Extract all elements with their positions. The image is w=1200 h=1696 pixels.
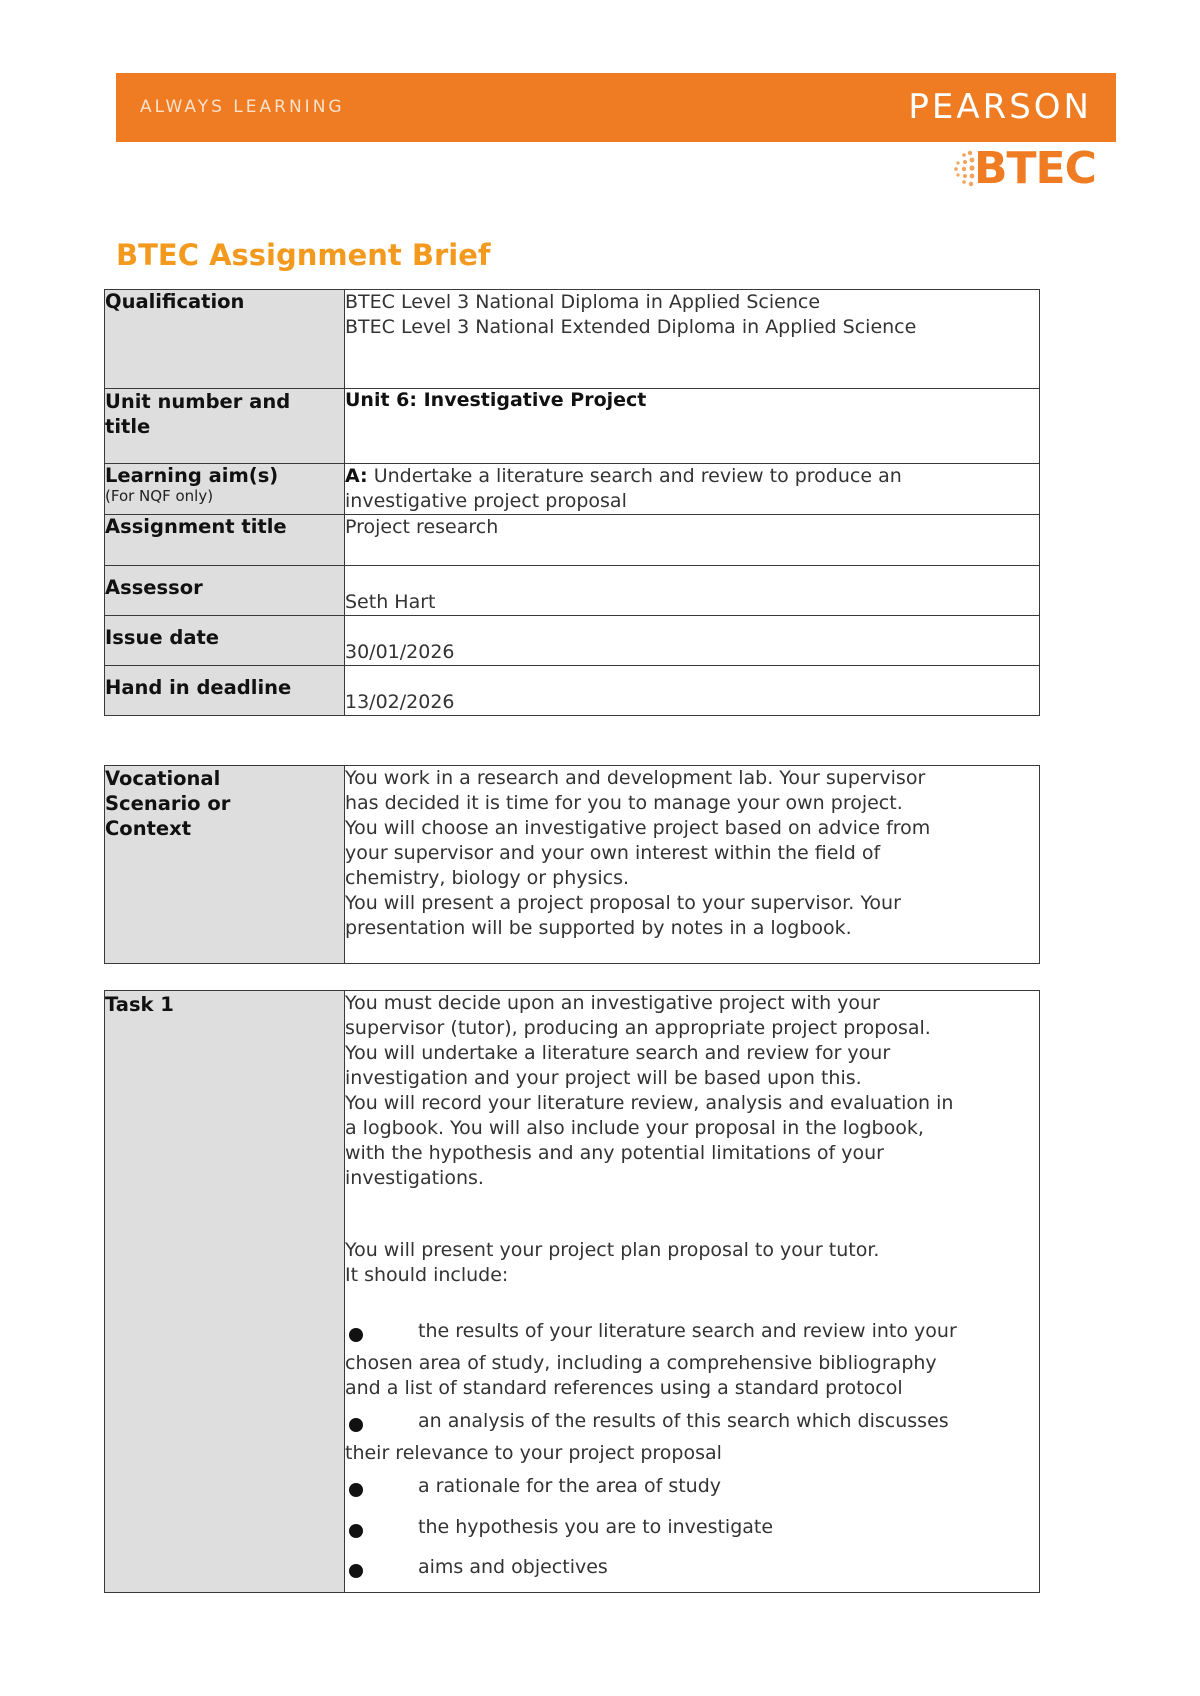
unit-value-cell [345, 389, 1040, 464]
bullet-text: the hypothesis you are to investigate [418, 1516, 774, 1538]
scenario-label-line: Scenario or [105, 792, 231, 815]
task1-bullet-list [345, 1319, 1039, 1580]
brand-logo-text: PEARSON [908, 87, 1092, 127]
task1-row [105, 991, 1040, 1593]
task1-bullet [345, 1474, 1039, 1499]
assignment-title-label: Assignment title [105, 515, 287, 538]
scenario-label-line: Vocational [105, 767, 221, 790]
scenario-line: You will present a project proposal to your supervisor. Your [345, 892, 901, 914]
assessor-label: Assessor [105, 576, 203, 599]
learning-aim-label: Learning aim(s) [105, 464, 279, 487]
qualification-label-cell [105, 290, 345, 389]
task1-line: You will undertake a literature search and review for your [345, 1042, 891, 1064]
bullet-text: a rationale for the area of study [418, 1475, 722, 1497]
qualification-line: BTEC Level 3 National Diploma in Applied Science [345, 291, 821, 313]
learning-aim-value-cell [345, 464, 1040, 515]
bullet-text: aims and objectives [418, 1556, 608, 1578]
issue-date-row [105, 616, 1040, 666]
task1-bullet [345, 1319, 1039, 1401]
unit-label-cell [105, 389, 345, 464]
task1-present-line: You will present your project plan proposal to your tutor. [345, 1239, 880, 1261]
task1-table [104, 990, 1040, 1593]
bullet-icon [349, 1564, 363, 1578]
learning-aim-prefix: A: [345, 465, 368, 487]
learning-aim-text: Undertake a literature search and review to produce an [367, 465, 902, 487]
assessor-value-cell [345, 566, 1040, 616]
assignment-title-value: Project research [345, 516, 499, 538]
deadline-value-cell [345, 666, 1040, 716]
header-banner [116, 73, 1116, 142]
assessor-value: Seth Hart [345, 591, 436, 613]
tagline: ALWAYS LEARNING [140, 97, 345, 117]
task1-label-cell [105, 991, 345, 1593]
document-title: BTEC Assignment Brief [116, 238, 491, 272]
assignment-title-value-cell [345, 515, 1040, 566]
learning-aim-text: investigative project proposal [345, 490, 627, 512]
bullet-text: and a list of standard references using a standard protocol [345, 1377, 903, 1399]
scenario-line: You work in a research and development lab. Your supervisor [345, 767, 926, 789]
scenario-row [105, 766, 1040, 964]
assignment-title-row [105, 515, 1040, 566]
qualification-label: Qualification [105, 290, 245, 313]
issue-date-label-cell [105, 616, 345, 666]
scenario-label-line: Context [105, 817, 192, 840]
bullet-icon [349, 1524, 363, 1538]
qualification-value-cell [345, 290, 1040, 389]
unit-value: Unit 6: Investigative Project [345, 389, 647, 411]
assessor-label-cell [105, 566, 345, 616]
dots-icon [950, 149, 976, 189]
issue-date-label: Issue date [105, 626, 220, 649]
task1-label: Task 1 [105, 993, 174, 1016]
learning-aim-label-cell [105, 464, 345, 515]
scenario-label-cell [105, 766, 345, 964]
deadline-value: 13/02/2026 [345, 691, 455, 713]
deadline-label: Hand in deadline [105, 676, 292, 699]
scenario-text-cell [345, 766, 1040, 964]
scenario-line: presentation will be supported by notes in a logbook. [345, 917, 852, 939]
task1-bullet [345, 1555, 1039, 1580]
btec-logo-text: BTEC [974, 143, 1096, 194]
task1-line: investigation and your project will be based upon this. [345, 1067, 862, 1089]
scenario-line: chemistry, biology or physics. [345, 867, 630, 889]
learning-aim-note: (For NQF only) [105, 487, 214, 505]
unit-label-line: title [105, 415, 151, 438]
deadline-row [105, 666, 1040, 716]
assignment-info-table [104, 289, 1040, 716]
deadline-label-cell [105, 666, 345, 716]
bullet-text: an analysis of the results of this search which discusses [418, 1410, 949, 1432]
bullet-icon [349, 1418, 363, 1432]
bullet-text: their relevance to your project proposal [345, 1442, 722, 1464]
task1-line: with the hypothesis and any potential limitations of your [345, 1142, 884, 1164]
bullet-icon [349, 1328, 363, 1342]
scenario-table [104, 765, 1040, 964]
bullet-icon [349, 1483, 363, 1497]
qualification-row [105, 290, 1040, 389]
btec-logo [950, 145, 1100, 193]
task1-present-line: It should include: [345, 1264, 509, 1286]
bullet-text: the results of your literature search and review into your [418, 1320, 957, 1342]
scenario-line: You will choose an investigative project based on advice from [345, 817, 931, 839]
learning-aim-row [105, 464, 1040, 515]
task1-line: investigations. [345, 1167, 484, 1189]
unit-label-line: Unit number and [105, 390, 291, 413]
assessor-row [105, 566, 1040, 616]
task1-line: a logbook. You will also include your proposal in the logbook, [345, 1117, 924, 1139]
task1-line: You must decide upon an investigative project with your [345, 992, 880, 1014]
task1-line: supervisor (tutor), producing an appropriate project proposal. [345, 1017, 931, 1039]
task1-text-cell [345, 991, 1040, 1593]
issue-date-value-cell [345, 616, 1040, 666]
qualification-line: BTEC Level 3 National Extended Diploma in Applied Science [345, 316, 917, 338]
bullet-text: chosen area of study, including a comprehensive bibliography [345, 1352, 937, 1374]
assignment-title-label-cell [105, 515, 345, 566]
issue-date-value: 30/01/2026 [345, 641, 455, 663]
scenario-line: has decided it is time for you to manage your own project. [345, 792, 903, 814]
task1-bullet [345, 1515, 1039, 1540]
unit-row [105, 389, 1040, 464]
task1-line: You will record your literature review, analysis and evaluation in [345, 1092, 954, 1114]
scenario-line: your supervisor and your own interest within the field of [345, 842, 881, 864]
task1-bullet [345, 1409, 1039, 1466]
